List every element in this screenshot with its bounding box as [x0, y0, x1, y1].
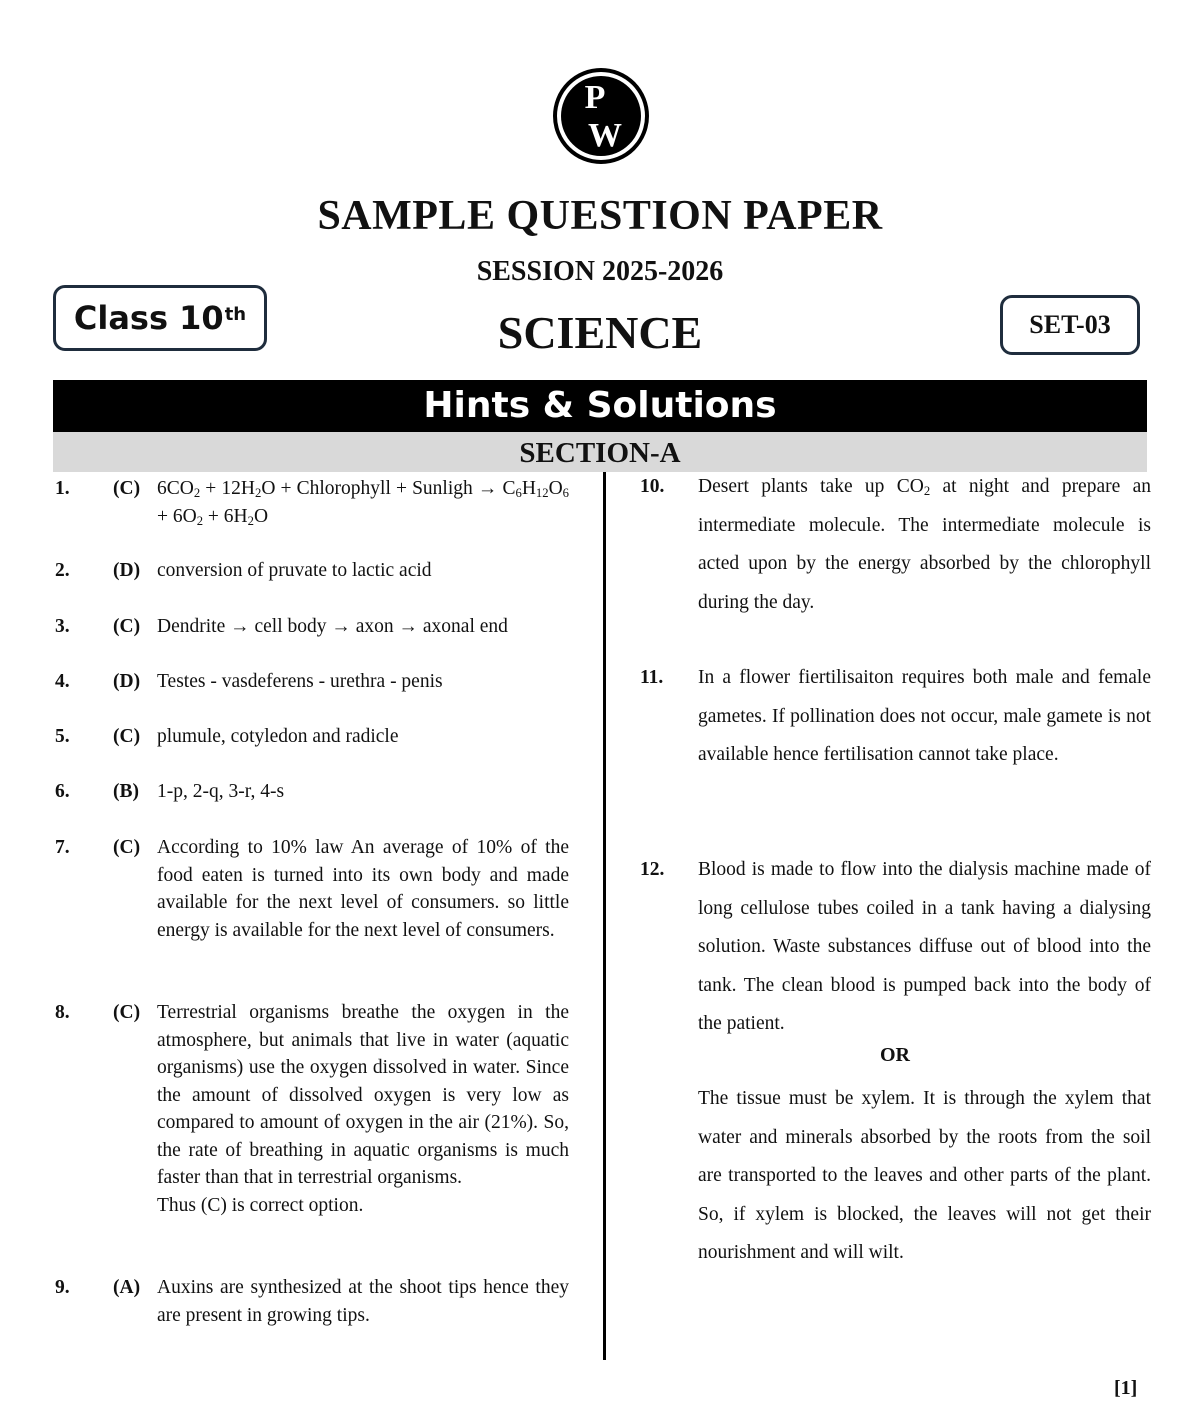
- answer-text: According to 10% law An average of 10% of the food eaten is turned into its own body and made available for the next level of consumers. so little energy is available for the next level of consumers.: [157, 837, 569, 941]
- question-number: 11.: [640, 667, 664, 688]
- answer-body: Terrestrial organisms breathe the oxygen in the atmosphere, but animals that live in water (aquatic organisms) use the oxygen dissolved in water. Since the amount of dissolved oxygen is very low as compared to amount of oxygen in the air (21%). So, the rate of breathing in aquatic organisms is much faster than that in terrestrial organisms.: [157, 1002, 569, 1188]
- question-number: 2.: [55, 560, 70, 581]
- or-separator: OR: [880, 1044, 910, 1066]
- section-heading: SECTION-A: [53, 432, 1147, 472]
- answer-text: In a flower fiertilisaiton requires both male and female gametes. If pollination does not occur, male gamete is not available hence fertilisation cannot take place.: [698, 667, 1151, 765]
- answer-conclusion: Thus (C) is correct option.: [157, 1194, 364, 1216]
- answer-text: Testes - vasdeferens - urethra - penis: [157, 671, 443, 692]
- answer-text: plumule, cotyledon and radicle: [157, 726, 399, 747]
- answer-option: (C): [113, 478, 141, 499]
- question-number: 12.: [640, 859, 665, 880]
- answer-option: (A): [113, 1277, 141, 1298]
- hints-solutions-banner: Hints & Solutions: [53, 380, 1147, 432]
- page-number: [1]: [1114, 1377, 1138, 1399]
- class-suffix: th: [224, 303, 247, 325]
- answer-text: Blood is made to flow into the dialysis machine made of long cellulose tubes coiled in a tank having a dialysing solution. Waste substances diffuse out of blood into the tank. The clean blood is pumped back into the body of the patient.: [698, 859, 1151, 1034]
- paper-title: SAMPLE QUESTION PAPER: [317, 193, 883, 239]
- answer-option: (B): [113, 781, 139, 802]
- question-number: 6.: [55, 781, 70, 802]
- question-number: 7.: [55, 837, 70, 858]
- question-number: 5.: [55, 726, 70, 747]
- answer-text: $6CO_2 + 12H_2O$ + Chlorophyll + Sunligh → $C_6H_{12}O_6 + 6O_2 + 6H_2O$: [157, 478, 569, 528]
- answer-option: (D): [113, 671, 141, 692]
- svg-text:P: P: [584, 79, 606, 116]
- set-badge: [1000, 295, 1140, 355]
- column-divider: [603, 472, 606, 1360]
- answer-option: (C): [113, 616, 141, 637]
- question-number: 3.: [55, 616, 70, 637]
- question-number: 10.: [640, 476, 665, 497]
- pw-logo: [547, 60, 655, 172]
- question-number: 4.: [55, 671, 70, 692]
- answer-text: conversion of pruvate to lactic acid: [157, 560, 432, 581]
- set-label: SET-03: [1029, 310, 1111, 339]
- subject-title: SCIENCE: [497, 307, 703, 358]
- answer-text: Dendrite → cell body → axon → axonal end: [157, 616, 508, 637]
- answer-option: (C): [113, 837, 141, 858]
- answer-option: (C): [113, 726, 141, 747]
- answer-text: 1-p, 2-q, 3-r, 4-s: [157, 781, 285, 802]
- answer-option: (D): [113, 560, 141, 581]
- svg-text:W: W: [588, 117, 622, 154]
- class-badge: [53, 285, 267, 351]
- session-label: SESSION 2025-2026: [476, 256, 724, 287]
- question-number: 8.: [55, 1002, 70, 1023]
- question-number: 9.: [55, 1277, 70, 1298]
- answer-text: Desert plants take up $CO_2$ at night and prepare an intermediate molecule. The intermediate molecule is acted upon by the energy absorbed by the chlorophyll during the day.: [698, 476, 1151, 613]
- answer-text: The tissue must be xylem. It is through the xylem that water and minerals absorbed by the roots from the soil are transported to the leaves and other parts of the plant. So, if xylem is blocked, the leaves will not get their nourishment and will wilt.: [698, 1088, 1151, 1263]
- question-number: 1.: [55, 478, 70, 499]
- answer-option: (C): [113, 1002, 141, 1023]
- answer-text: Auxins are synthesized at the shoot tips hence they are present in growing tips.: [157, 1277, 569, 1326]
- answer-text: [157, 999, 569, 1219]
- class-label: Class 10: [73, 299, 224, 337]
